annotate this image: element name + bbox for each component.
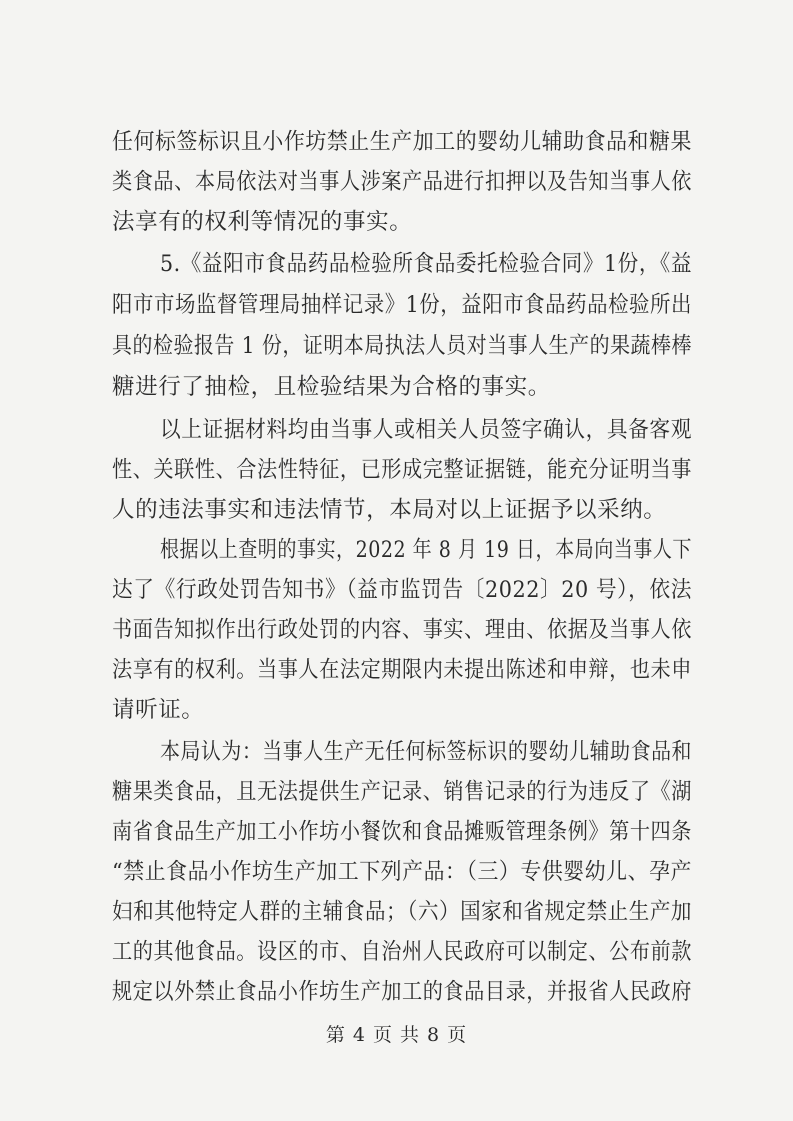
text-line: 请听证。 — [112, 697, 205, 723]
text-line: 工的其他食品。设区的市、自治州人民政府可以制定、公布前款 — [112, 939, 692, 965]
text-line: 糖进行了抽检，且检验结果为合格的事实。 — [112, 374, 551, 400]
text-line: 达了《行政处罚告知书》（益市监罚告〔2022〕20 号），依法 — [112, 577, 692, 603]
text-line: “禁止食品小作坊生产加工下列产品：（三）专供婴幼儿、孕产 — [112, 859, 692, 885]
text-line: 阳市市场监督管理局抽样记录》1份，益阳市食品药品检验所出 — [112, 292, 692, 318]
text-line: 具的检验报告 1 份，证明本局执法人员对当事人生产的果蔬棒棒 — [112, 333, 692, 359]
page-number-footer: 第 4 页 共 8 页 — [325, 1024, 468, 1046]
text-line: 类食品、本局依法对当事人涉案产品进行扣押以及告知当事人依 — [112, 169, 692, 195]
text-line: 法享有的权利。当事人在法定期限内未提出陈述和申辩，也未申 — [112, 657, 692, 683]
text-line: 以上证据材料均由当事人或相关人员签字确认，具备客观 — [160, 417, 692, 443]
text-line: 糖果类食品，且无法提供生产记录、销售记录的行为违反了《湖 — [112, 779, 692, 805]
text-line: 5.《益阳市食品药品检验所食品委托检验合同》1份，《益 — [160, 251, 692, 277]
text-line: 南省食品生产加工小作坊小餐饮和食品摊贩管理条例》第十四条 — [112, 819, 692, 845]
text-line: 妇和其他特定人群的主辅食品；（六）国家和省规定禁止生产加 — [112, 899, 692, 925]
text-line: 任何标签标识且小作坊禁止生产加工的婴幼儿辅助食品和糖果 — [112, 129, 692, 155]
text-line: 书面告知拟作出行政处罚的内容、事实、理由、依据及当事人依 — [112, 617, 692, 643]
text-line: 人的违法事实和违法情节，本局对以上证据予以采纳。 — [112, 497, 667, 523]
text-line: 规定以外禁止食品小作坊生产加工的食品目录，并报省人民政府 — [112, 979, 692, 1005]
text-line: 根据以上查明的事实，2022 年 8 月 19 日，本局向当事人下 — [160, 537, 692, 563]
text-line: 性、关联性、合法性特征，已形成完整证据链，能充分证明当事 — [112, 457, 692, 483]
text-line: 法享有的权利等情况的事实。 — [112, 209, 413, 235]
text-line: 本局认为：当事人生产无任何标签标识的婴幼儿辅助食品和 — [160, 739, 692, 765]
